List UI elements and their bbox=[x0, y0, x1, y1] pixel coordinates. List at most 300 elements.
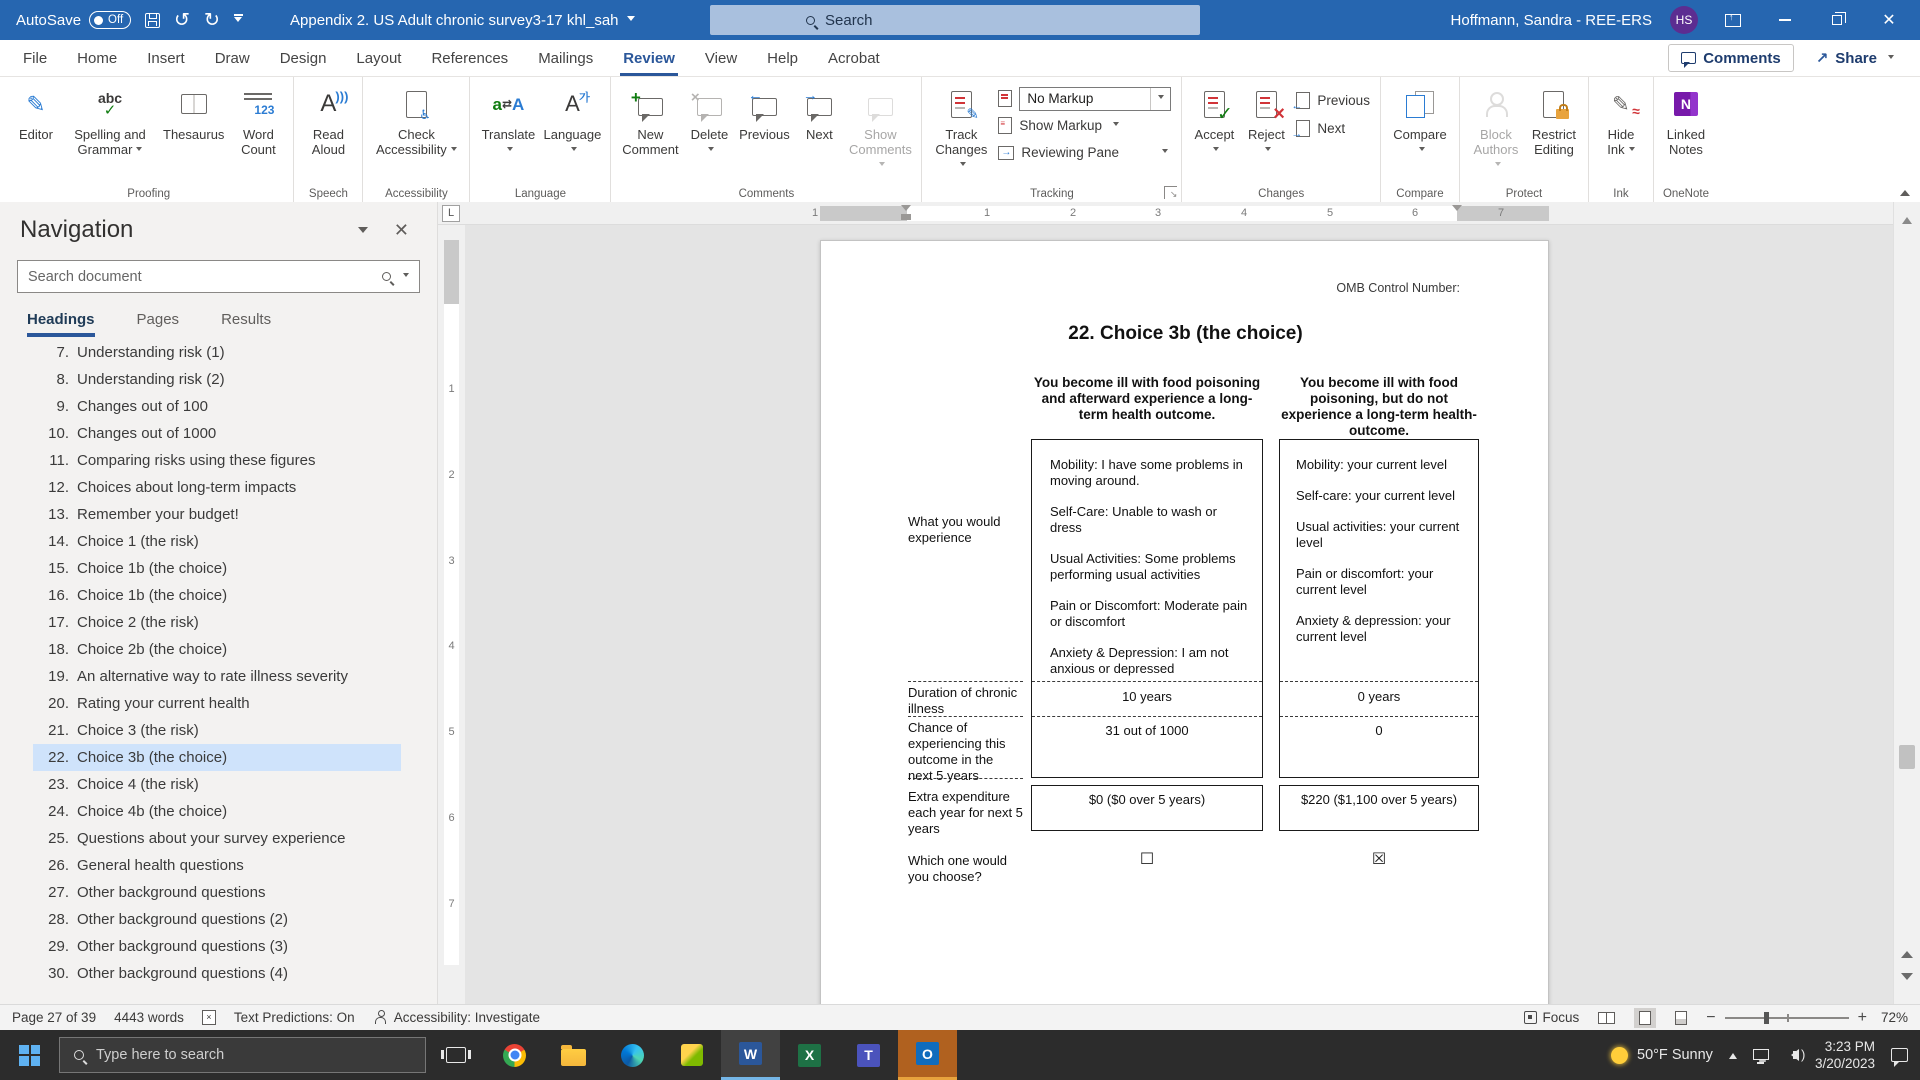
group-tracking bbox=[922, 77, 1182, 202]
language-icon: A 가 bbox=[565, 91, 590, 116]
nav-tab-label: Pages bbox=[136, 311, 180, 328]
nav-item-label: Understanding risk (2) bbox=[77, 371, 225, 388]
duration-value-b: 0 years bbox=[1357, 689, 1401, 704]
text-predictions-indicator[interactable]: Text Predictions: On bbox=[233, 1010, 355, 1025]
nav-tab[interactable] bbox=[221, 311, 271, 337]
autosave-toggle[interactable] bbox=[16, 11, 131, 29]
experience-line: Mobility: your current level bbox=[1296, 457, 1447, 472]
group-accessibility bbox=[363, 77, 470, 202]
spelling-icon: abc ✓ bbox=[97, 89, 123, 119]
reviewing-pane-icon: → bbox=[998, 146, 1014, 160]
previous-comment-button[interactable]: ← Previous bbox=[739, 86, 790, 142]
nav-item-label: Comparing risks using these figures bbox=[77, 452, 316, 469]
group-onenote bbox=[1654, 77, 1718, 202]
word-count-indicator[interactable]: 4443 words bbox=[114, 1010, 184, 1025]
hide-ink-icon: ✎ ≈ bbox=[1612, 92, 1640, 119]
ribbon-tab[interactable] bbox=[690, 40, 752, 76]
print-layout-button[interactable] bbox=[1634, 1008, 1656, 1028]
delete-comment-button[interactable]: × Delete bbox=[683, 81, 735, 181]
document-title[interactable] bbox=[290, 0, 635, 40]
collapse-ribbon-icon[interactable] bbox=[1900, 185, 1910, 196]
option-b-header: You become ill with food poisoning, but do not experience a long-term health-outcome. bbox=[1281, 375, 1477, 438]
nav-item-label: Choice 4b (the choice) bbox=[77, 803, 228, 820]
nav-item-number: 11. bbox=[49, 452, 69, 469]
zoom-slider-thumb[interactable] bbox=[1764, 1012, 1769, 1024]
share-dropdown-icon bbox=[1888, 55, 1894, 62]
markup-select-dropdown[interactable] bbox=[1150, 88, 1170, 110]
group-label: Speech bbox=[308, 188, 348, 200]
date-text: 3/20/2023 bbox=[1814, 1056, 1875, 1071]
nav-search-input[interactable] bbox=[17, 260, 420, 293]
read-mode-button[interactable] bbox=[1593, 1009, 1620, 1027]
previous-comment-icon: ← bbox=[752, 98, 777, 116]
nav-item-number: 23. bbox=[48, 776, 69, 793]
nav-heading-item[interactable] bbox=[33, 771, 401, 798]
extra-value-b: $220 ($1,100 over 5 years) bbox=[1300, 792, 1458, 807]
spelling-grammar-button[interactable]: abc ✓ Spelling and Grammar bbox=[74, 89, 146, 157]
system-tray bbox=[1611, 1030, 1920, 1080]
nav-heading-item[interactable] bbox=[33, 366, 401, 393]
ruler-number: 5 bbox=[1327, 207, 1334, 219]
experience-line: Usual Activities: Some problems performing usual activities bbox=[1050, 551, 1236, 582]
group-protect bbox=[1460, 77, 1589, 202]
restrict-editing-icon bbox=[1543, 91, 1564, 118]
group-label: Comments bbox=[738, 188, 795, 200]
start-button[interactable] bbox=[0, 1030, 59, 1080]
show-markup-label: Show Markup bbox=[1019, 118, 1102, 133]
navigation-header bbox=[0, 202, 437, 252]
nav-tab[interactable] bbox=[137, 311, 180, 337]
vertical-scrollbar[interactable] bbox=[1893, 202, 1920, 1004]
ribbon-tab-label: Help bbox=[767, 49, 799, 67]
changes-nav-stack bbox=[1292, 81, 1374, 139]
focus-button[interactable]: Focus bbox=[1524, 1010, 1580, 1025]
nav-item-number: 14. bbox=[48, 533, 69, 550]
teams-taskbar-button[interactable] bbox=[839, 1030, 898, 1080]
thesaurus-button[interactable]: Thesaurus bbox=[158, 81, 229, 181]
task-view-icon bbox=[446, 1047, 466, 1063]
hide-ink-button[interactable]: ✎ ≈ Hide Ink bbox=[1607, 92, 1640, 157]
statusbar-right bbox=[1524, 1008, 1908, 1028]
nav-heading-item[interactable] bbox=[33, 501, 401, 528]
group-changes bbox=[1182, 77, 1381, 202]
title-bar bbox=[0, 0, 1920, 40]
weather-widget[interactable] bbox=[1611, 1047, 1713, 1064]
show-markup-button[interactable] bbox=[994, 112, 1175, 139]
navigation-pane bbox=[0, 202, 438, 1004]
excel-taskbar-button[interactable] bbox=[780, 1030, 839, 1080]
scroll-up-icon[interactable] bbox=[1902, 212, 1912, 224]
nav-item-number: 10. bbox=[48, 425, 69, 442]
group-ink bbox=[1589, 77, 1654, 202]
markup-icon bbox=[998, 90, 1012, 107]
teams-icon: T bbox=[857, 1044, 880, 1067]
ribbon-tab[interactable] bbox=[132, 40, 200, 76]
ruler-number: 7 bbox=[1498, 207, 1505, 219]
nav-heading-item[interactable] bbox=[33, 582, 401, 609]
ribbon-tab[interactable] bbox=[62, 40, 132, 76]
outlook-taskbar-button[interactable] bbox=[898, 1030, 957, 1080]
nav-item-number: 12. bbox=[48, 479, 69, 496]
thesaurus-icon bbox=[181, 94, 207, 114]
nav-heading-item[interactable] bbox=[33, 852, 401, 879]
web-layout-icon bbox=[1675, 1011, 1687, 1025]
ribbon-tab-label: Mailings bbox=[538, 49, 594, 67]
choice-a-checkbox[interactable]: ☐ bbox=[1139, 849, 1155, 868]
nav-heading-item[interactable] bbox=[33, 663, 401, 690]
previous-change-button[interactable] bbox=[1292, 89, 1374, 111]
ribbon-tab-label: Draw bbox=[214, 49, 250, 67]
nav-tab-label: Results bbox=[221, 311, 272, 328]
sun-icon bbox=[1611, 1047, 1628, 1064]
chance-value-b: 0 bbox=[1375, 723, 1383, 738]
dropdown-icon bbox=[507, 147, 513, 154]
tracking-dialog-launcher[interactable]: ↘ bbox=[1164, 186, 1177, 199]
dropdown-icon bbox=[960, 162, 966, 169]
next-page-icon[interactable] bbox=[1901, 973, 1913, 986]
nav-item-number: 18. bbox=[48, 641, 69, 658]
nav-item-label: Choice 3b (the choice) bbox=[77, 749, 228, 766]
nav-item-label: Choice 1 (the risk) bbox=[77, 533, 199, 550]
translate-icon: a ⇄ A bbox=[492, 94, 525, 114]
speaker-icon[interactable] bbox=[1785, 1049, 1799, 1061]
nav-heading-item[interactable] bbox=[33, 555, 401, 582]
comments-button[interactable] bbox=[1668, 44, 1794, 72]
group-proofing bbox=[4, 77, 294, 202]
close-button[interactable] bbox=[1872, 0, 1906, 40]
nav-heading-item[interactable] bbox=[33, 825, 401, 852]
customize-quick-access-icon[interactable] bbox=[234, 14, 243, 26]
experience-list-option-a bbox=[1050, 457, 1248, 692]
delete-comment-icon: × bbox=[697, 98, 722, 116]
avatar[interactable]: HS bbox=[1670, 6, 1698, 34]
redo-icon[interactable]: ↻ bbox=[203, 9, 220, 31]
next-comment-button[interactable]: → Next bbox=[802, 86, 833, 142]
extra-value-a: $0 ($0 over 5 years) bbox=[1088, 792, 1206, 807]
nav-item-number: 24. bbox=[48, 803, 69, 820]
search-box[interactable] bbox=[710, 5, 1200, 35]
nav-heading-item[interactable] bbox=[33, 474, 401, 501]
question-heading: 22. Choice 3b (the choice) bbox=[1068, 323, 1303, 344]
nav-item-label: Changes out of 1000 bbox=[77, 425, 217, 442]
nav-item-number: 25. bbox=[48, 830, 69, 847]
taskbar-search-input[interactable] bbox=[59, 1037, 426, 1073]
nav-item-number: 27. bbox=[48, 884, 69, 901]
chrome-icon bbox=[503, 1044, 526, 1067]
experience-line: Usual activities: your current level bbox=[1296, 519, 1460, 550]
read-aloud-button[interactable]: A ))) Read Aloud bbox=[311, 89, 349, 157]
new-comment-icon: + bbox=[638, 98, 663, 116]
ruler-number: 7 bbox=[448, 898, 455, 910]
previous-change-icon: ← bbox=[1296, 92, 1310, 109]
group-label: Compare bbox=[1396, 188, 1444, 200]
read-mode-icon bbox=[1598, 1012, 1615, 1024]
app-button[interactable] bbox=[662, 1030, 721, 1080]
status-bar bbox=[0, 1004, 1920, 1030]
nav-heading-item[interactable] bbox=[33, 933, 401, 960]
language-button[interactable]: A 가 Language bbox=[540, 81, 604, 181]
choice-b-checkbox[interactable]: ☒ bbox=[1371, 849, 1387, 868]
minimize-icon bbox=[1779, 19, 1791, 21]
nav-heading-item[interactable] bbox=[33, 420, 401, 447]
experience-line: Self-Care: Unable to wash or dress bbox=[1050, 504, 1217, 535]
omb-control-number: OMB Control Number: bbox=[1336, 281, 1460, 295]
editor-button[interactable]: ✎ Editor bbox=[19, 90, 53, 142]
user-name[interactable]: Hoffmann, Sandra - REE-ERS bbox=[1450, 11, 1652, 29]
experience-line: Pain or discomfort: your current level bbox=[1296, 566, 1434, 597]
document-canvas bbox=[465, 225, 1893, 1004]
ribbon-tab[interactable] bbox=[608, 40, 690, 76]
file-explorer-button[interactable] bbox=[544, 1030, 603, 1080]
ribbon-display-options-icon bbox=[1725, 14, 1741, 27]
group-compare bbox=[1381, 77, 1460, 202]
show-comments-button[interactable]: Show Comments bbox=[845, 81, 915, 181]
search-icon bbox=[806, 16, 815, 25]
chance-value-a: 31 out of 1000 bbox=[1105, 723, 1189, 738]
ruler-number: 3 bbox=[448, 555, 455, 567]
next-change-icon: → bbox=[1296, 120, 1310, 137]
save-icon[interactable] bbox=[145, 13, 160, 28]
nav-item-label: Other background questions (4) bbox=[77, 965, 288, 982]
clock[interactable] bbox=[1815, 1038, 1875, 1072]
zoom-level[interactable]: 72% bbox=[1880, 1010, 1908, 1025]
nav-heading-item[interactable] bbox=[33, 447, 401, 474]
nav-heading-item[interactable] bbox=[33, 906, 401, 933]
vertical-ruler[interactable] bbox=[438, 225, 465, 1004]
block-authors-icon bbox=[1484, 92, 1508, 116]
close-icon: ✕ bbox=[1882, 12, 1896, 29]
title-dropdown-icon[interactable] bbox=[627, 16, 635, 25]
edge-button[interactable] bbox=[603, 1030, 662, 1080]
network-icon[interactable] bbox=[1753, 1049, 1769, 1060]
ruler-number: 1 bbox=[448, 383, 455, 395]
option-a-header: You become ill with food poisoning and afterward experience a long-term health outcome. bbox=[1033, 375, 1261, 422]
nav-item-label: Choice 4 (the risk) bbox=[77, 776, 199, 793]
toggle-knob-icon bbox=[94, 16, 103, 25]
nav-item-label: Choices about long-term impacts bbox=[77, 479, 297, 496]
nav-item-label: Choice 2b (the choice) bbox=[77, 641, 228, 658]
ruler-number: 2 bbox=[448, 469, 455, 481]
ribbon bbox=[0, 77, 1920, 202]
ribbon-tab[interactable] bbox=[265, 40, 342, 76]
outlook-icon: O bbox=[916, 1042, 939, 1065]
nav-tab[interactable] bbox=[27, 311, 95, 337]
excel-icon: X bbox=[798, 1044, 821, 1067]
track-changes-icon: ✎ bbox=[951, 91, 972, 118]
ruler-number: 3 bbox=[1155, 207, 1162, 219]
check-accessibility-icon: ♿ bbox=[406, 91, 427, 118]
ribbon-tab[interactable] bbox=[8, 40, 62, 76]
dropdown-icon bbox=[708, 147, 714, 154]
ruler-number: 4 bbox=[1241, 207, 1248, 219]
undo-icon[interactable]: ↺ bbox=[174, 9, 190, 31]
dropdown-icon bbox=[1113, 122, 1119, 129]
nav-item-number: 8. bbox=[56, 371, 69, 388]
dropdown-icon bbox=[136, 147, 142, 154]
nav-heading-item[interactable] bbox=[33, 609, 401, 636]
nav-item-label: Choice 1b (the choice) bbox=[77, 587, 228, 604]
ribbon-tab[interactable] bbox=[416, 40, 523, 76]
document-page[interactable] bbox=[820, 240, 1549, 1004]
track-changes-button[interactable]: ✎ Track Changes bbox=[928, 81, 994, 181]
nav-heading-item[interactable] bbox=[33, 339, 401, 366]
word-taskbar-button[interactable] bbox=[721, 1030, 780, 1080]
experience-list-option-b bbox=[1296, 457, 1468, 660]
ribbon-tab-label: File bbox=[23, 49, 48, 67]
nav-tabs bbox=[0, 293, 437, 337]
accessibility-indicator[interactable]: Accessibility: Investigate bbox=[373, 1010, 540, 1025]
focus-icon bbox=[1524, 1011, 1537, 1024]
markup-select[interactable] bbox=[1019, 87, 1171, 111]
display-for-review-row bbox=[994, 85, 1175, 112]
nav-item-label: Choice 3 (the risk) bbox=[77, 722, 199, 739]
zoom-in-icon[interactable]: + bbox=[1857, 1008, 1867, 1026]
dropdown-icon bbox=[1162, 149, 1168, 156]
navigation-options-icon[interactable] bbox=[358, 227, 368, 238]
proofing-errors-icon[interactable]: × bbox=[202, 1010, 216, 1025]
ribbon-tab-label: References bbox=[431, 49, 509, 67]
nav-item-label: An alternative way to rate illness severity bbox=[77, 668, 348, 685]
nav-heading-item[interactable] bbox=[33, 393, 401, 420]
nav-item-label: Choice 2 (the risk) bbox=[77, 614, 199, 631]
new-comment-button[interactable]: + New Comment bbox=[622, 87, 679, 157]
scrollbar-thumb[interactable] bbox=[1899, 745, 1915, 769]
previous-page-icon[interactable] bbox=[1901, 945, 1913, 958]
linked-notes-button[interactable]: N Linked Notes bbox=[1660, 81, 1712, 181]
share-button[interactable] bbox=[1804, 44, 1906, 72]
nav-item-number: 28. bbox=[48, 911, 69, 928]
page-indicator[interactable]: Page 27 of 39 bbox=[12, 1010, 97, 1025]
reject-icon: × bbox=[1256, 91, 1277, 118]
check-accessibility-button[interactable]: ♿ Check Accessibility bbox=[369, 81, 463, 181]
chrome-button[interactable] bbox=[485, 1030, 544, 1080]
word-count-icon: 123 bbox=[244, 91, 272, 117]
restrict-editing-button[interactable]: Restrict Editing bbox=[1526, 81, 1582, 181]
nav-heading-item[interactable] bbox=[33, 744, 401, 771]
group-label: Protect bbox=[1505, 188, 1543, 200]
row-label-chance: Chance of experiencing this outcome in the next 5 years bbox=[908, 720, 1006, 783]
taskbar-search-placeholder: Type here to search bbox=[96, 1047, 225, 1063]
dropdown-icon bbox=[1213, 147, 1219, 154]
reject-button[interactable]: × Reject bbox=[1240, 81, 1292, 181]
nav-heading-item[interactable] bbox=[33, 798, 401, 825]
ribbon-tab[interactable] bbox=[341, 40, 416, 76]
group-speech bbox=[294, 77, 363, 202]
dropdown-icon bbox=[1419, 147, 1425, 154]
next-change-button[interactable] bbox=[1292, 117, 1374, 139]
dropdown-icon bbox=[451, 147, 457, 154]
action-center-icon[interactable] bbox=[1891, 1048, 1908, 1062]
ruler-number: 1 bbox=[984, 207, 991, 219]
zoom-slider[interactable] bbox=[1725, 1017, 1849, 1019]
ribbon-tab[interactable] bbox=[752, 40, 813, 76]
group-label: Language bbox=[514, 188, 566, 200]
dropdown-icon bbox=[571, 147, 577, 154]
share-icon: ↗ bbox=[1815, 50, 1829, 67]
nav-item-label: Choice 1b (the choice) bbox=[77, 560, 228, 577]
tab-selector-icon[interactable] bbox=[442, 205, 460, 222]
nav-heading-item[interactable] bbox=[33, 879, 401, 906]
nav-headings-list bbox=[0, 337, 437, 1004]
comments-button-label: Comments bbox=[1703, 49, 1781, 67]
minimize-button[interactable] bbox=[1768, 0, 1802, 40]
nav-item-label: Understanding risk (1) bbox=[77, 344, 225, 361]
nav-heading-item[interactable] bbox=[33, 960, 401, 987]
ribbon-tabs bbox=[8, 40, 895, 76]
zoom-control bbox=[1706, 1009, 1867, 1027]
accept-icon: ✓ bbox=[1204, 91, 1225, 118]
web-layout-button[interactable] bbox=[1670, 1008, 1692, 1028]
horizontal-ruler[interactable] bbox=[438, 202, 1893, 225]
row-label-experience: What you would experience bbox=[908, 514, 1001, 545]
accept-button[interactable]: ✓ Accept bbox=[1188, 81, 1240, 181]
editor-icon: ✎ bbox=[26, 90, 46, 117]
taskbar bbox=[0, 1030, 1920, 1080]
nav-item-number: 9. bbox=[56, 398, 69, 415]
document-title-text: Appendix 2. US Adult chronic survey3-17 khl_sah bbox=[290, 11, 619, 29]
search-placeholder: Search bbox=[825, 11, 873, 29]
ribbon-tab[interactable] bbox=[813, 40, 895, 76]
duration-value-a: 10 years bbox=[1122, 689, 1172, 704]
compare-button[interactable]: Compare bbox=[1387, 81, 1453, 181]
nav-search-icon[interactable] bbox=[382, 272, 391, 281]
titlebar-right bbox=[1451, 0, 1920, 40]
task-view-button[interactable] bbox=[426, 1030, 485, 1080]
ribbon-tab[interactable] bbox=[200, 40, 265, 76]
nav-heading-item[interactable] bbox=[33, 636, 401, 663]
nav-item-number: 17. bbox=[48, 614, 69, 631]
word-icon: W bbox=[739, 1042, 762, 1065]
ribbon-tab-label: Layout bbox=[356, 49, 402, 67]
nav-item-number: 19. bbox=[48, 668, 69, 685]
hidden-icons-chevron-icon[interactable] bbox=[1729, 1049, 1737, 1059]
block-authors-button[interactable]: Block Authors bbox=[1466, 81, 1526, 181]
nav-item-number: 7. bbox=[56, 344, 69, 361]
tracking-stack bbox=[994, 81, 1175, 166]
translate-button[interactable]: a ⇄ A Translate bbox=[476, 81, 540, 181]
zoom-out-icon[interactable]: − bbox=[1706, 1008, 1716, 1026]
print-layout-icon bbox=[1639, 1011, 1651, 1025]
ribbon-tab[interactable] bbox=[523, 40, 608, 76]
nav-tab-label: Headings bbox=[27, 311, 95, 328]
nav-item-number: 21. bbox=[48, 722, 69, 739]
dropdown-icon bbox=[1158, 95, 1164, 102]
nav-heading-item[interactable] bbox=[33, 528, 401, 555]
dropdown-icon bbox=[1495, 162, 1501, 169]
read-aloud-icon: A ))) bbox=[320, 89, 349, 117]
nav-search-dropdown-icon[interactable] bbox=[403, 273, 409, 280]
right-indent-marker[interactable] bbox=[1452, 205, 1462, 216]
ruler-number: 6 bbox=[1412, 207, 1419, 219]
nav-heading-item[interactable] bbox=[33, 717, 401, 744]
ribbon-tab-label: Design bbox=[279, 49, 327, 67]
left-indent-box[interactable] bbox=[901, 214, 911, 220]
word-count-button[interactable]: 123 Word Count bbox=[229, 81, 287, 181]
ribbon-tab-label: Review bbox=[623, 49, 675, 67]
restore-button[interactable] bbox=[1820, 0, 1854, 40]
nav-heading-item[interactable] bbox=[33, 690, 401, 717]
lock-icon bbox=[1556, 109, 1569, 119]
reviewing-pane-button[interactable] bbox=[994, 139, 1172, 166]
dropdown-icon bbox=[1629, 147, 1635, 154]
comment-icon bbox=[1681, 52, 1696, 64]
navigation-close-icon[interactable]: ✕ bbox=[393, 219, 409, 240]
nav-item-number: 26. bbox=[48, 857, 69, 874]
ribbon-display-options-button[interactable] bbox=[1716, 0, 1750, 40]
show-comments-icon bbox=[868, 98, 893, 116]
group-label: Accessibility bbox=[385, 188, 448, 200]
autosave-switch[interactable] bbox=[89, 11, 131, 29]
